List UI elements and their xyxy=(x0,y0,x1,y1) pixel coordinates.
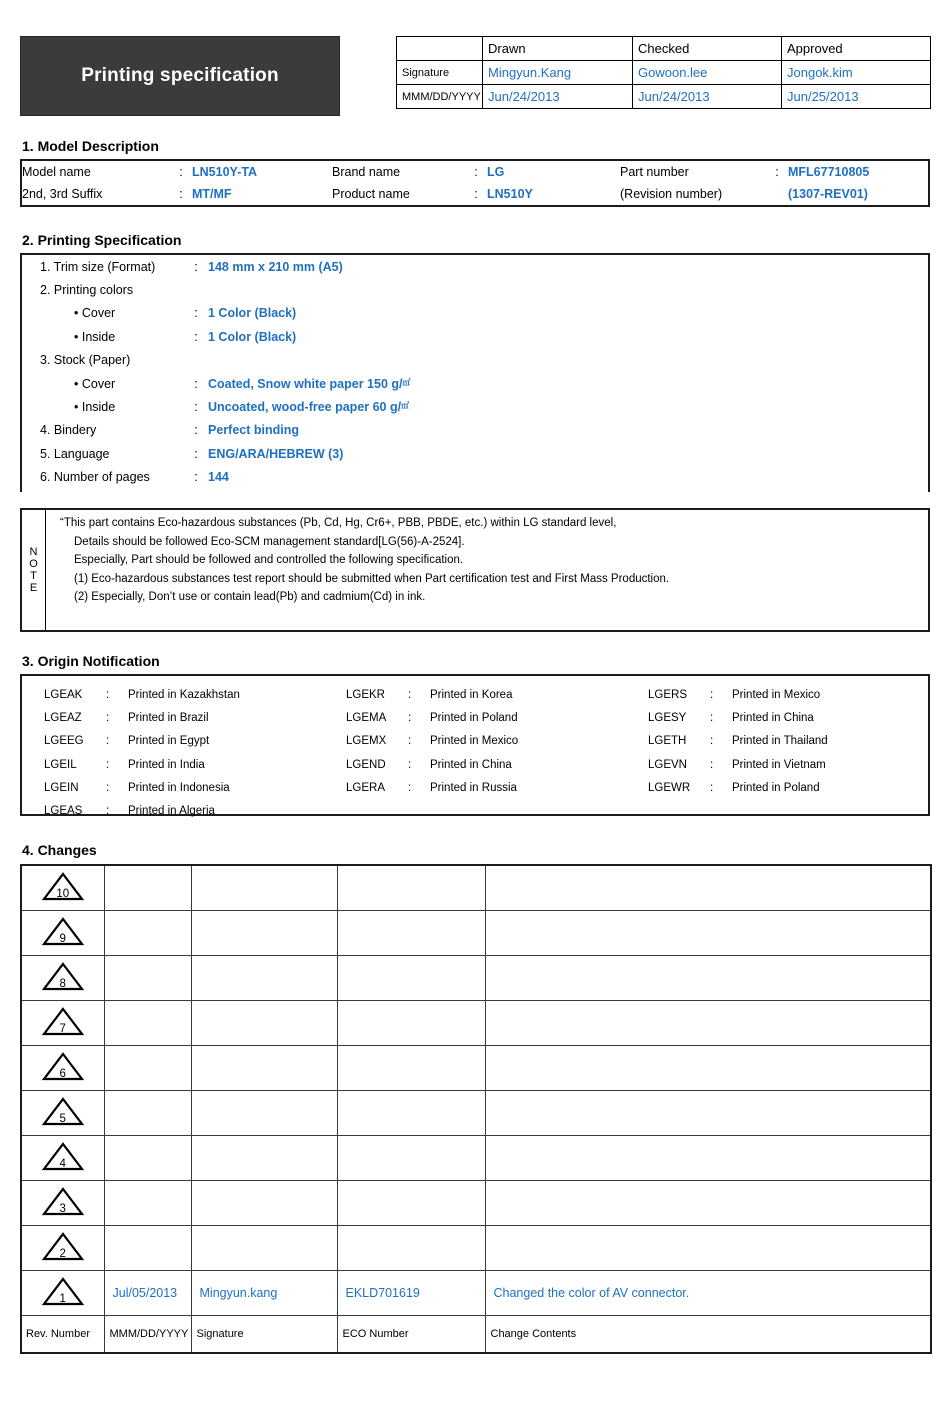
origin-code: LGEMA xyxy=(346,712,387,725)
note-line-3: Especially, Part should be followed and controlled the following specification. xyxy=(74,554,464,566)
change-eco-number xyxy=(337,910,485,955)
stock-colon xyxy=(185,349,207,372)
spec-row-colors-cover xyxy=(22,302,928,325)
origin-code: LGEEG xyxy=(44,735,84,748)
printing-colors-value xyxy=(207,278,928,301)
signature-approved-date: Jun/25/2013 xyxy=(782,85,931,109)
origin-colon: : xyxy=(408,712,412,725)
language-value: ENG/ARA/HEBREW (3) xyxy=(208,446,344,461)
origin-row xyxy=(44,777,324,800)
spec-row-trim-size xyxy=(22,255,928,278)
pages-value: 144 xyxy=(208,470,229,485)
change-contents xyxy=(485,1000,931,1045)
model-row-2 xyxy=(22,183,946,205)
note-line-5: (2) Especially, Don’t use or contain lead(Pb) and cadmium(Cd) in ink. xyxy=(74,591,426,603)
note-line-1: “This part contains Eco-hazardous substances (Pb, Cd, Hg, Cr6+, PBB, PBDE, etc.) within LG standard level, xyxy=(60,517,617,529)
origin-notification-panel xyxy=(20,674,930,816)
origin-colon: : xyxy=(710,781,714,794)
origin-row xyxy=(346,777,626,800)
revision-marker-cell xyxy=(21,1270,104,1315)
origin-text: Printed in Poland xyxy=(732,781,820,794)
revision-triangle-icon xyxy=(41,1006,85,1036)
change-contents xyxy=(485,1225,931,1270)
change-contents xyxy=(485,955,931,1000)
change-signature xyxy=(191,1045,337,1090)
origin-text: Printed in Poland xyxy=(430,712,518,725)
change-signature xyxy=(191,1000,337,1045)
pages-label: 6. Number of pages xyxy=(40,470,150,485)
spec-row-stock-inside xyxy=(22,395,928,418)
table-row xyxy=(21,1135,931,1180)
origin-text: Printed in China xyxy=(732,712,814,725)
change-date xyxy=(104,1090,191,1135)
change-date xyxy=(104,1045,191,1090)
change-signature xyxy=(191,1225,337,1270)
printing-specification-panel xyxy=(20,253,930,492)
signature-date-label: MMM/DD/YYYY xyxy=(397,85,483,109)
approval-signature-table xyxy=(396,36,931,109)
signature-checked-name: Gowoon.lee xyxy=(633,61,782,85)
change-signature xyxy=(191,1135,337,1180)
revision-number: 8 xyxy=(59,978,66,990)
origin-text: Printed in Mexico xyxy=(430,735,519,748)
change-eco-number xyxy=(337,1045,485,1090)
model-name-value: LN510Y-TA xyxy=(192,165,258,179)
revision-triangle-icon xyxy=(41,1051,85,1081)
page-title: Printing specification xyxy=(81,65,279,86)
product-name-value: LN510Y xyxy=(487,187,533,201)
origin-colon: : xyxy=(106,804,110,817)
change-signature xyxy=(191,1090,337,1135)
signature-checked-date: Jun/24/2013 xyxy=(633,85,782,109)
revision-triangle-icon xyxy=(41,1186,85,1216)
origin-code: LGEKR xyxy=(346,689,385,701)
printing-specification-table xyxy=(22,255,928,489)
origin-code: LGEND xyxy=(346,758,386,771)
origin-colon: : xyxy=(710,735,714,748)
part-number-value: MFL67710805 xyxy=(788,165,870,179)
note-vertical-label xyxy=(22,510,46,630)
origin-colon: : xyxy=(106,712,110,725)
spec-row-stock xyxy=(22,349,928,372)
change-eco-number xyxy=(337,1090,485,1135)
signature-name-row xyxy=(397,61,931,85)
origin-colon: : xyxy=(408,735,412,748)
colors-cover-colon: : xyxy=(194,306,198,321)
spec-row-language xyxy=(22,442,928,465)
table-row xyxy=(21,1000,931,1045)
revision-marker-cell xyxy=(21,910,104,955)
origin-text: Printed in India xyxy=(128,758,205,771)
origin-row xyxy=(44,684,324,707)
section-heading-printing-specification: 2. Printing Specification xyxy=(22,232,182,248)
revision-marker-cell xyxy=(21,1000,104,1045)
change-signature xyxy=(191,1180,337,1225)
bindery-label: 4. Bindery xyxy=(40,423,97,438)
trim-size-label: 1. Trim size (Format) xyxy=(40,259,156,274)
colors-inside-label: • Inside xyxy=(74,329,116,344)
origin-text: Printed in Korea xyxy=(430,689,513,701)
origin-row xyxy=(648,777,928,800)
model-description-panel xyxy=(20,159,930,207)
stock-cover-colon: : xyxy=(194,376,198,391)
origin-code: LGEAK xyxy=(44,689,83,701)
change-date xyxy=(104,1000,191,1045)
origin-text: Printed in Egypt xyxy=(128,735,210,748)
pages-colon: : xyxy=(194,470,198,485)
origin-code: LGEWR xyxy=(648,781,691,794)
change-eco-number xyxy=(337,1000,485,1045)
note-line-4: (1) Eco-hazardous substances test report should be submitted when Part certification test and First Mass Production. xyxy=(74,572,670,585)
note-line-2: Details should be followed Eco-SCM management standard[LG(56)-A-2524]. xyxy=(74,535,465,548)
origin-text: Printed in Indonesia xyxy=(128,781,230,794)
brand-name-label: Brand name xyxy=(332,165,401,179)
origin-code: LGERS xyxy=(648,689,687,701)
change-contents xyxy=(485,1045,931,1090)
origin-colon: : xyxy=(106,735,110,748)
change-signature xyxy=(191,955,337,1000)
revision-marker-cell xyxy=(21,1135,104,1180)
change-date: Jul/05/2013 xyxy=(104,1270,191,1315)
origin-text: Printed in Brazil xyxy=(128,712,209,725)
stock-value xyxy=(207,349,928,372)
origin-code: LGERA xyxy=(346,781,385,794)
change-date xyxy=(104,955,191,1000)
spec-row-printing-colors xyxy=(22,278,928,301)
model-row-1 xyxy=(22,161,946,183)
stock-inside-label: • Inside xyxy=(74,400,116,415)
origin-text: Printed in China xyxy=(430,758,512,771)
origin-row xyxy=(648,730,928,753)
revision-triangle-icon xyxy=(41,961,85,991)
spec-row-bindery xyxy=(22,419,928,442)
note-body xyxy=(46,510,928,630)
change-contents xyxy=(485,1135,931,1180)
change-date xyxy=(104,910,191,955)
revision-triangle-icon xyxy=(41,871,85,901)
change-date xyxy=(104,865,191,910)
section-heading-model-description: 1. Model Description xyxy=(22,138,159,154)
part-number-colon: : xyxy=(775,165,779,179)
origin-column-1 xyxy=(22,684,324,823)
revision-number: 3 xyxy=(59,1203,66,1215)
origin-code: LGEAS xyxy=(44,804,83,817)
change-signature xyxy=(191,910,337,955)
table-row xyxy=(21,1270,931,1315)
change-date xyxy=(104,1135,191,1180)
changes-table xyxy=(20,864,932,1354)
change-eco-number xyxy=(337,865,485,910)
change-eco-number xyxy=(337,955,485,1000)
change-date xyxy=(104,1180,191,1225)
change-contents xyxy=(485,1090,931,1135)
revision-triangle-icon xyxy=(41,1141,85,1171)
language-colon: : xyxy=(194,446,198,461)
origin-code: LGEIL xyxy=(44,758,77,771)
revision-number-value: (1307-REV01) xyxy=(788,187,868,201)
origin-row xyxy=(44,730,324,753)
stock-cover-value: Coated, Snow white paper 150 g/ xyxy=(208,376,403,391)
revision-marker-cell xyxy=(21,1045,104,1090)
origin-colon: : xyxy=(106,689,110,701)
revision-marker-cell xyxy=(21,865,104,910)
document-header xyxy=(20,36,930,120)
origin-text: Printed in Russia xyxy=(430,781,517,794)
printing-colors-colon xyxy=(185,278,207,301)
revision-marker-cell xyxy=(21,1180,104,1225)
stock-inside-value: Uncoated, wood-free paper 60 g/ xyxy=(208,400,402,415)
revision-triangle-icon xyxy=(41,1096,85,1126)
signature-approved-name: Jongok.kim xyxy=(782,61,931,85)
table-row xyxy=(21,955,931,1000)
revision-number: 5 xyxy=(59,1113,66,1125)
revision-marker-cell xyxy=(21,1225,104,1270)
origin-text: Printed in Kazakhstan xyxy=(128,689,240,701)
origin-row xyxy=(346,684,626,707)
brand-name-value: LG xyxy=(487,165,505,179)
change-date xyxy=(104,1225,191,1270)
change-eco-number xyxy=(337,1225,485,1270)
origin-code: LGEMX xyxy=(346,735,387,748)
stock-label: 3. Stock (Paper) xyxy=(40,353,131,368)
revision-number: 10 xyxy=(56,888,70,901)
note-letter-e: E xyxy=(29,582,38,594)
note-letter-n: N xyxy=(29,546,38,558)
origin-code: LGEVN xyxy=(648,758,687,771)
document-title-box xyxy=(20,36,340,116)
changes-footer-row xyxy=(21,1315,931,1353)
table-row xyxy=(21,865,931,910)
signature-drawn-date: Jun/24/2013 xyxy=(483,85,633,109)
table-row xyxy=(21,1090,931,1135)
origin-row xyxy=(648,754,928,777)
revision-number: 6 xyxy=(59,1068,66,1080)
table-row xyxy=(21,1180,931,1225)
stock-inside-unit: ㎡ xyxy=(401,401,410,411)
change-contents: Changed the color of AV connector. xyxy=(485,1270,931,1315)
origin-text: Printed in Algeria xyxy=(128,804,215,817)
origin-row xyxy=(648,707,928,730)
spec-row-pages xyxy=(22,466,928,489)
model-name-colon: : xyxy=(179,165,183,179)
signature-header-row xyxy=(397,37,931,61)
colors-cover-value: 1 Color (Black) xyxy=(208,306,297,321)
suffix-value: MT/MF xyxy=(192,187,232,201)
origin-text: Printed in Mexico xyxy=(732,689,821,701)
table-row xyxy=(21,1225,931,1270)
origin-code: LGEAZ xyxy=(44,712,82,725)
revision-number-label: (Revision number) xyxy=(620,187,723,201)
table-row xyxy=(21,1045,931,1090)
trim-size-value: 148 mm x 210 mm (A5) xyxy=(208,259,343,274)
change-eco-number: EKLD701619 xyxy=(337,1270,485,1315)
origin-colon: : xyxy=(408,689,412,701)
revision-number: 1 xyxy=(59,1293,66,1305)
note-letter-t: T xyxy=(30,570,37,582)
origin-row xyxy=(44,754,324,777)
signature-col-drawn: Drawn xyxy=(483,37,633,61)
note-panel xyxy=(20,508,930,632)
origin-code: LGETH xyxy=(648,735,687,748)
origin-colon: : xyxy=(710,712,714,725)
brand-name-colon: : xyxy=(474,165,478,179)
stock-inside-value-cell xyxy=(207,395,928,418)
change-contents xyxy=(485,865,931,910)
origin-colon: : xyxy=(710,689,714,701)
footer-change-contents: Change Contents xyxy=(485,1315,931,1353)
suffix-colon: : xyxy=(179,187,183,201)
origin-text: Printed in Vietnam xyxy=(732,758,826,771)
revision-number: 2 xyxy=(59,1248,66,1260)
origin-column-2 xyxy=(324,684,626,823)
bindery-colon: : xyxy=(194,423,198,438)
origin-colon: : xyxy=(408,758,412,771)
product-name-label: Product name xyxy=(332,187,410,201)
change-contents xyxy=(485,910,931,955)
origin-colon: : xyxy=(106,781,110,794)
bindery-value: Perfect binding xyxy=(208,423,299,438)
table-row xyxy=(21,910,931,955)
signature-date-row xyxy=(397,85,931,109)
section-heading-changes: 4. Changes xyxy=(22,842,97,858)
stock-cover-value-cell xyxy=(207,372,928,395)
model-description-table xyxy=(22,161,946,205)
change-contents xyxy=(485,1180,931,1225)
revision-marker-cell xyxy=(21,955,104,1000)
origin-row xyxy=(346,730,626,753)
origin-colon: : xyxy=(408,781,412,794)
spec-row-stock-cover xyxy=(22,372,928,395)
origin-text: Printed in Thailand xyxy=(732,735,828,748)
origin-column-3 xyxy=(626,684,928,823)
signature-row-label: Signature xyxy=(397,61,483,85)
signature-drawn-name: Mingyun.Kang xyxy=(483,61,633,85)
revision-number: 9 xyxy=(59,933,66,945)
origin-row xyxy=(44,707,324,730)
part-number-label: Part number xyxy=(620,165,689,179)
signature-col-approved: Approved xyxy=(782,37,931,61)
footer-signature: Signature xyxy=(191,1315,337,1353)
revision-number: 4 xyxy=(59,1158,66,1170)
colors-inside-colon: : xyxy=(194,329,198,344)
origin-colon: : xyxy=(710,758,714,771)
change-signature xyxy=(191,865,337,910)
stock-inside-colon: : xyxy=(194,400,198,415)
origin-row xyxy=(648,684,928,707)
language-label: 5. Language xyxy=(40,446,110,461)
revision-number-colon xyxy=(768,183,788,205)
signature-col-checked: Checked xyxy=(633,37,782,61)
revision-triangle-icon xyxy=(41,916,85,946)
printing-colors-label: 2. Printing colors xyxy=(40,283,134,298)
change-eco-number xyxy=(337,1180,485,1225)
revision-triangle-icon xyxy=(41,1231,85,1261)
revision-number: 7 xyxy=(59,1023,66,1035)
origin-colon: : xyxy=(106,758,110,771)
footer-eco-number: ECO Number xyxy=(337,1315,485,1353)
colors-cover-label: • Cover xyxy=(74,306,116,321)
stock-cover-label: • Cover xyxy=(74,376,116,391)
note-letter-o: O xyxy=(29,558,38,570)
origin-row xyxy=(346,707,626,730)
origin-code: LGEIN xyxy=(44,781,79,794)
model-name-label: Model name xyxy=(22,165,91,179)
origin-row xyxy=(44,800,324,823)
signature-corner-cell xyxy=(397,37,483,61)
footer-rev-number: Rev. Number xyxy=(21,1315,104,1353)
trim-size-colon: : xyxy=(194,259,198,274)
change-eco-number xyxy=(337,1135,485,1180)
spec-row-colors-inside xyxy=(22,325,928,348)
product-name-colon: : xyxy=(474,187,478,201)
stock-cover-unit: ㎡ xyxy=(402,377,411,387)
suffix-label: 2nd, 3rd Suffix xyxy=(22,187,103,201)
change-signature: Mingyun.kang xyxy=(191,1270,337,1315)
revision-marker-cell xyxy=(21,1090,104,1135)
colors-inside-value: 1 Color (Black) xyxy=(208,329,297,344)
footer-date-format: MMM/DD/YYYY xyxy=(104,1315,191,1353)
origin-code: LGESY xyxy=(648,712,687,725)
revision-triangle-icon xyxy=(41,1276,85,1306)
section-heading-origin-notification: 3. Origin Notification xyxy=(22,653,160,669)
origin-row xyxy=(346,754,626,777)
